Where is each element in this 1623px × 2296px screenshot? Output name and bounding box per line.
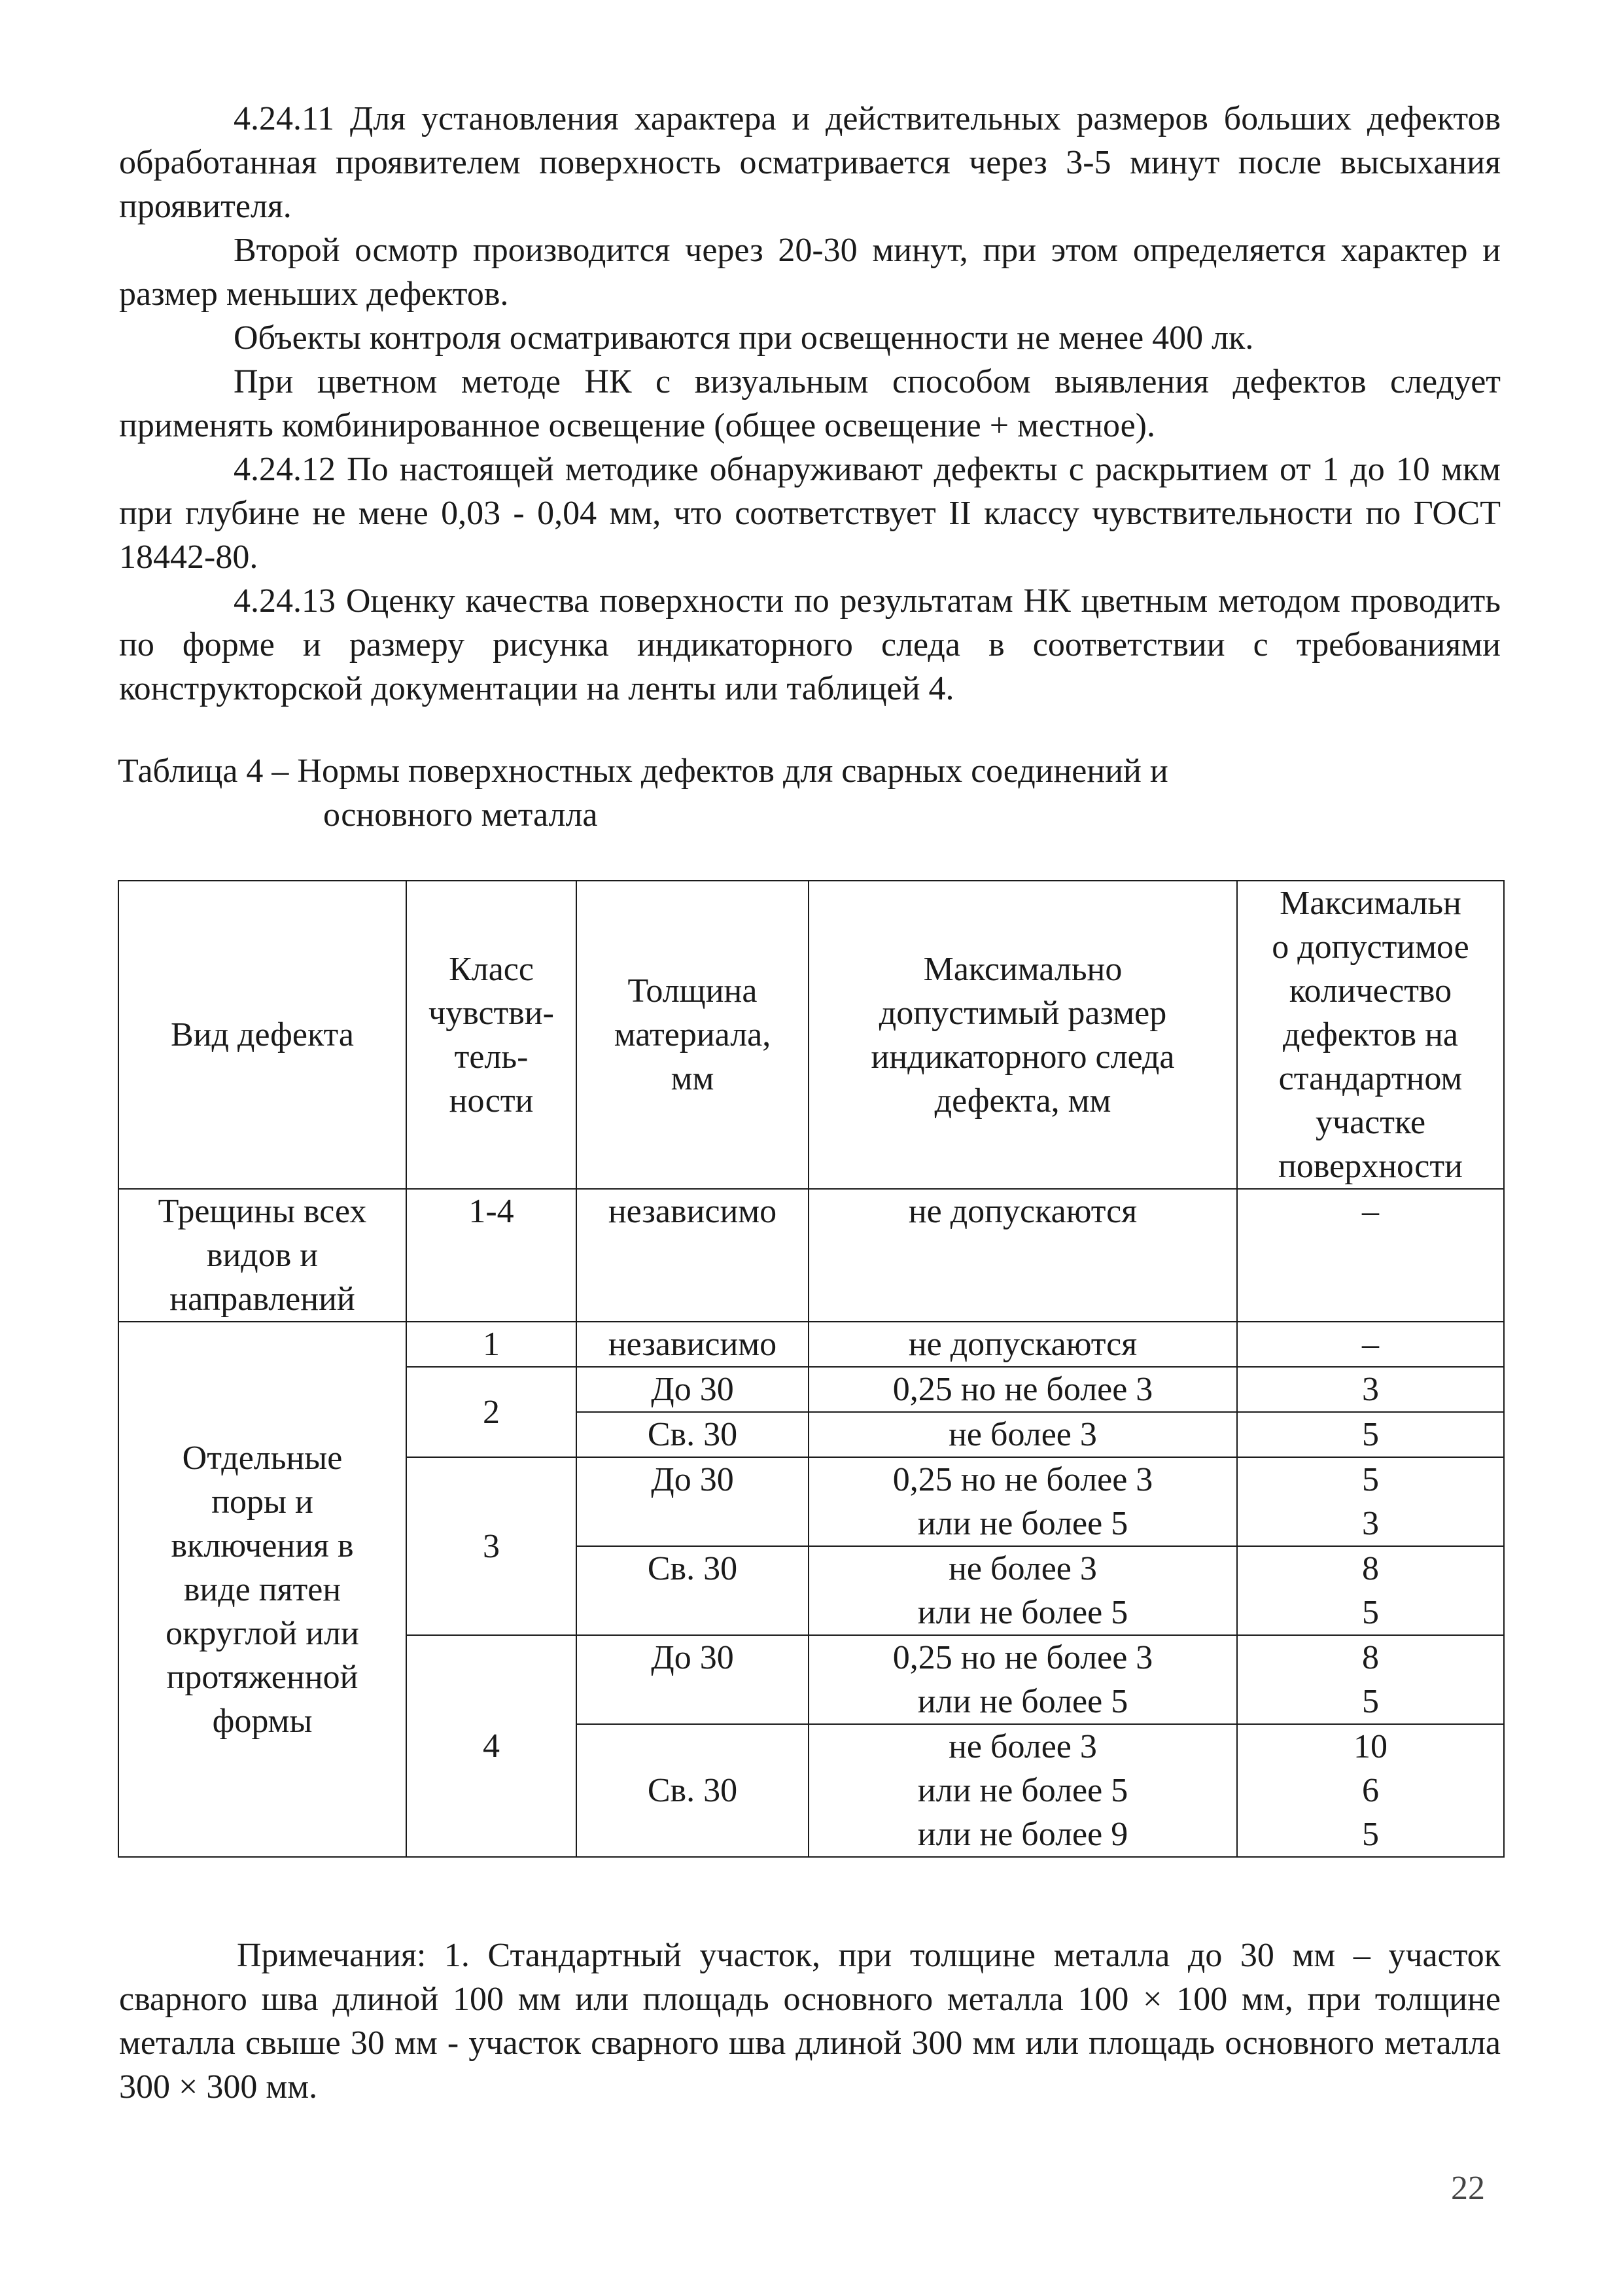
paragraph-4-24-13: 4.24.13 Оценку качества поверхности по результатам НК цветным методом проводить по форме и размеру рисунка индикаторного следа в соответствии с требованиями конструкторской документации на ленты или таблицей 4. [119, 582, 1501, 707]
table-caption-line1: Таблица 4 – Нормы поверхностных дефектов для сварных соединений и [118, 752, 1168, 790]
header-defect-type: Вид дефекта [118, 881, 406, 1189]
cell-class3-thickness-upto30: До 30 [576, 1457, 809, 1546]
paragraph-4-24-11: 4.24.11 Для установления характера и действительных размеров больших дефектов обработанная проявителем поверхность осматривается через 3-5 минут после высыхания проявителя. [119, 100, 1501, 225]
cell-class4-thickness-over30: Св. 30 [576, 1724, 809, 1857]
cell-class4-thickness-upto30: До 30 [576, 1635, 809, 1724]
cell-cracks-class: 1-4 [406, 1189, 576, 1322]
cell-class1-thickness: независимо [576, 1322, 809, 1367]
table-caption [118, 749, 1505, 837]
cell-cracks-count: – [1237, 1189, 1504, 1322]
cell-class2-size-upto30: 0,25 но не более 3 [809, 1367, 1237, 1412]
header-material-thickness: Толщина материала, мм [576, 881, 809, 1189]
cell-class4: 4 [406, 1635, 576, 1857]
cell-class3-size-upto30: 0,25 но не более 3 или не более 5 [809, 1457, 1237, 1546]
header-max-defect-count: Максимальн о допустимое количество дефектов на стандартном участке поверхности [1237, 881, 1504, 1189]
defects-table [118, 880, 1505, 1858]
cell-cracks-thickness: независимо [576, 1189, 809, 1322]
paragraph-illumination: Объекты контроля осматриваются при освещенности не менее 400 лк. [234, 319, 1254, 357]
cell-class2-size-over30: не более 3 [809, 1412, 1237, 1457]
cell-cracks-size: не допускаются [809, 1189, 1237, 1322]
table-header-row [118, 881, 1504, 1189]
cell-cracks-defect: Трещины всех видов и направлений [118, 1189, 406, 1322]
cell-class1-count: – [1237, 1322, 1504, 1367]
cell-class4-count-upto30: 8 5 [1237, 1635, 1504, 1724]
page-number: 22 [1451, 2170, 1485, 2207]
cell-class4-size-over30: не более 3 или не более 5 или не более 9 [809, 1724, 1237, 1857]
table-note: Примечания: 1. Стандартный участок, при толщине металла до 30 мм – участок сварного шва длиной 100 мм или площадь основного металла 100 × 100 мм, при толщине металла свыше 30 мм - участок сварного шва длиной 300 мм или площадь основного металла 300 × 300 мм. [119, 1937, 1501, 2106]
cell-class1-size: не допускаются [809, 1322, 1237, 1367]
cell-class3-count-over30: 8 5 [1237, 1546, 1504, 1635]
cell-class3-size-over30: не более 3 или не более 5 [809, 1546, 1237, 1635]
cell-class2-count-upto30: 3 [1237, 1367, 1504, 1412]
cell-class4-size-upto30: 0,25 но не более 3 или не более 5 [809, 1635, 1237, 1724]
cell-pores-defect: Отдельные поры и включения в виде пятен округлой или протяженной формы [118, 1322, 406, 1857]
cell-class3-count-upto30: 5 3 [1237, 1457, 1504, 1546]
cell-class3: 3 [406, 1457, 576, 1635]
cell-class2-thickness-over30: Св. 30 [576, 1412, 809, 1457]
cell-class2-thickness-upto30: До 30 [576, 1367, 809, 1412]
paragraph-color-method: При цветном методе НК с визуальным способом выявления дефектов следует применять комбинированное освещение (общее освещение + местное). [119, 363, 1501, 444]
header-sensitivity-class: Класс чувстви- тель- ности [406, 881, 576, 1189]
cell-class1: 1 [406, 1322, 576, 1367]
table-row-pores-class1 [118, 1322, 1504, 1367]
header-max-indication-size: Максимально допустимый размер индикаторного следа дефекта, мм [809, 881, 1237, 1189]
table-caption-line2: основного металла [323, 796, 598, 834]
cell-class2: 2 [406, 1367, 576, 1457]
cell-class2-count-over30: 5 [1237, 1412, 1504, 1457]
table-row-cracks [118, 1189, 1504, 1322]
cell-class3-thickness-over30: Св. 30 [576, 1546, 809, 1635]
paragraph-4-24-12: 4.24.12 По настоящей методике обнаруживают дефекты с раскрытием от 1 до 10 мкм при глубине не мене 0,03 - 0,04 мм, что соответствует II классу чувствительности по ГОСТ 18442-80. [119, 451, 1501, 576]
paragraph-second-inspection: Второй осмотр производится через 20-30 минут, при этом определяется характер и размер меньших дефектов. [119, 232, 1501, 313]
cell-class4-count-over30: 10 6 5 [1237, 1724, 1504, 1857]
